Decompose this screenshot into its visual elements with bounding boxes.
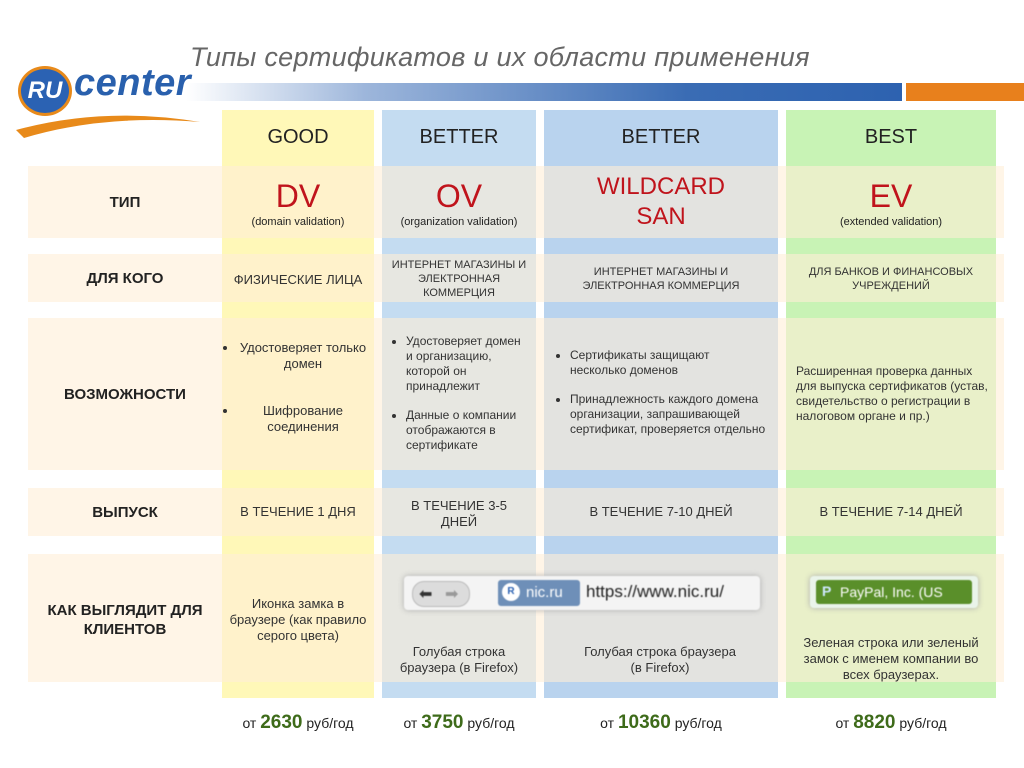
- price-wildcard: [544, 712, 778, 734]
- price-ov-unit: руб/год: [467, 715, 515, 731]
- price-ov-prefix: от: [403, 715, 418, 731]
- ev-identity-label: PayPal, Inc. (US: [840, 584, 943, 600]
- type-wildcard-label: WILDCARD SAN: [596, 173, 725, 230]
- price-ev-value: 8820: [853, 712, 896, 733]
- type-ev-label: EV: [869, 178, 913, 215]
- ev-identity-box: [816, 580, 972, 604]
- paypal-icon: P: [822, 583, 832, 599]
- ev-bar-screenshot: [810, 576, 978, 608]
- price-ov-value: 3750: [421, 712, 464, 733]
- price-dv-unit: руб/год: [306, 715, 354, 731]
- row-label-who: ДЛЯ КОГО: [86, 269, 164, 287]
- price-ev-prefix: от: [835, 715, 850, 731]
- row-label-type: ТИП: [109, 193, 141, 211]
- issue-wildcard: В ТЕЧЕНИЕ 7-10 ДНЕЙ: [589, 503, 733, 519]
- issue-ov: В ТЕЧЕНИЕ 3-5 ДНЕЙ: [410, 497, 508, 529]
- feature-ov-1: • Удостоверяет домен и организацию, которой он принадлежит: [406, 334, 528, 394]
- price-ev-unit: руб/год: [899, 715, 947, 731]
- browser-bar-screenshot: [404, 576, 760, 610]
- feature-wildcard-1: • Сертификаты защищают несколько доменов: [570, 348, 766, 378]
- row-label-issue: ВЫПУСК: [92, 503, 158, 521]
- logo-ru-badge: RU: [18, 66, 72, 116]
- look-ev: Зеленая строка или зеленый замок с именем компании во всех браузерах.: [803, 634, 979, 683]
- feature-dv-1: • Удостоверяет только домен: [238, 340, 368, 373]
- look-wildcard: Голубая строка браузера (в Firefox): [584, 643, 736, 675]
- price-wildcard-value: 10360: [617, 712, 671, 733]
- price-dv-value: 2630: [260, 712, 303, 733]
- features-ev: Расширенная проверка данных для выпуска сертификатов (устав, свидетельство о регистрации в налоговом органе и пр.): [796, 364, 988, 423]
- header-band-blue: [186, 83, 902, 101]
- who-wildcard: ИНТЕРНЕТ МАГАЗИНЫ И ЭЛЕКТРОННАЯ КОММЕРЦИЯ: [582, 266, 740, 292]
- features-dv: [228, 340, 368, 460]
- issue-ev: В ТЕЧЕНИЕ 7-14 ДНЕЙ: [819, 503, 963, 519]
- header-good: GOOD: [267, 126, 329, 148]
- price-wildcard-unit: руб/год: [674, 715, 722, 731]
- type-dv-label: DV: [275, 178, 321, 215]
- who-ev: ДЛЯ БАНКОВ И ФИНАНСОВЫХ УЧРЕЖДЕНИЙ: [808, 266, 974, 292]
- features-wildcard: [552, 348, 766, 458]
- ru-favicon-icon: R: [502, 583, 520, 601]
- type-ov: [382, 170, 536, 236]
- nav-buttons: [412, 581, 470, 607]
- logo-text: center: [74, 62, 192, 104]
- row-label-look: КАК ВЫГЛЯДИТ ДЛЯ КЛИЕНТОВ: [47, 601, 203, 638]
- back-arrow-icon: ⬅: [419, 586, 433, 603]
- features-ov: [388, 334, 528, 484]
- forward-arrow-icon: ➡: [445, 586, 459, 603]
- header-better-wildcard: BETTER: [621, 126, 701, 148]
- feature-wildcard-2: • Принадлежность каждого домена организации, запрашивающей сертификат, проверяется отдельно: [570, 392, 766, 437]
- header-band-orange: [906, 83, 1024, 101]
- price-wildcard-prefix: от: [600, 715, 615, 731]
- price-ev: [786, 712, 996, 734]
- price-ov: [382, 712, 536, 734]
- type-ov-label: OV: [435, 178, 483, 215]
- header-better-ov: BETTER: [419, 126, 499, 148]
- site-identity-label: nic.ru: [526, 584, 563, 601]
- site-identity-box: [498, 580, 580, 606]
- type-dv-sub: (domain validation): [251, 216, 345, 229]
- issue-dv: В ТЕЧЕНИЕ 1 ДНЯ: [240, 503, 356, 519]
- feature-dv-2: • Шифрование соединения: [238, 403, 368, 436]
- look-ov: Голубая строка браузера (в Firefox): [399, 643, 519, 675]
- type-wildcard: [554, 172, 768, 238]
- look-dv: Иконка замка в браузере (как правило серого цвета): [229, 595, 367, 644]
- row-label-features: ВОЗМОЖНОСТИ: [64, 385, 186, 403]
- who-ov: ИНТЕРНЕТ МАГАЗИНЫ И ЭЛЕКТРОННАЯ КОММЕРЦИЯ: [391, 259, 527, 299]
- logo-swoosh-icon: [14, 104, 204, 144]
- type-ov-sub: (organization validation): [400, 216, 518, 229]
- price-dv-prefix: от: [242, 715, 257, 731]
- feature-ov-2: • Данные о компании отображаются в сертификате: [406, 408, 528, 453]
- type-ev: [786, 170, 996, 236]
- page-title: Типы сертификатов и их области применения: [190, 42, 810, 72]
- type-ev-sub: (extended validation): [839, 216, 943, 229]
- price-dv: [222, 712, 374, 734]
- type-dv: [222, 170, 374, 236]
- header-best: BEST: [864, 126, 918, 148]
- browser-url: https://www.nic.ru/: [586, 582, 724, 601]
- who-dv: ФИЗИЧЕСКИЕ ЛИЦА: [233, 271, 363, 287]
